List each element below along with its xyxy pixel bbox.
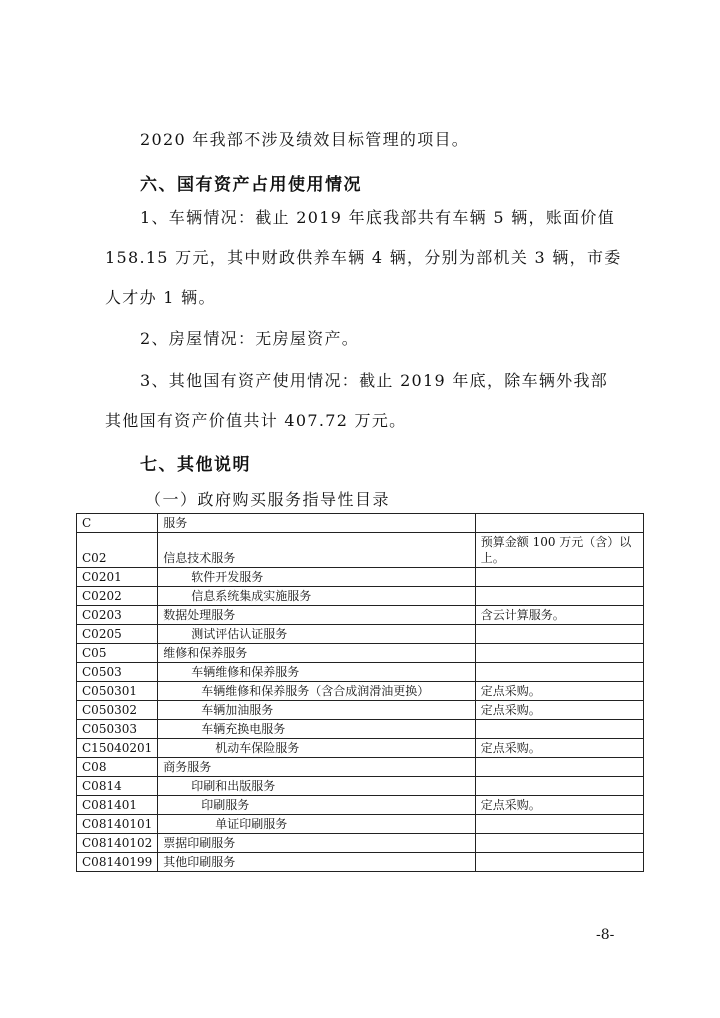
table-row: [77, 663, 644, 682]
table-row: [77, 625, 644, 644]
catalog-note-cell: [475, 834, 643, 853]
catalog-note-cell: [475, 625, 643, 644]
catalog-note-cell: [475, 853, 643, 872]
paragraph-other-assets-line1: 3、其他国有资产使用情况：截止 2019 年底，除车辆外我部: [140, 371, 609, 390]
catalog-name-cell: 机动车保险服务: [158, 739, 475, 758]
catalog-note-cell: 定点采购。: [475, 682, 643, 701]
catalog-code-cell: C05: [77, 644, 158, 663]
catalog-code-cell: C050303: [77, 720, 158, 739]
page-number: -8-: [596, 927, 615, 943]
catalog-note-cell: [475, 568, 643, 587]
catalog-code-cell: C08: [77, 758, 158, 777]
catalog-note-cell: [475, 777, 643, 796]
catalog-code-cell: C050302: [77, 701, 158, 720]
catalog-subheading: （一）政府购买服务指导性目录: [145, 490, 391, 509]
paragraph-housing: 2、房屋情况：无房屋资产。: [140, 329, 360, 348]
catalog-note-cell: [475, 758, 643, 777]
catalog-note-cell: [475, 514, 643, 533]
catalog-note-cell: 定点采购。: [475, 796, 643, 815]
service-catalog-body: [77, 514, 644, 872]
table-row: [77, 682, 644, 701]
table-row: [77, 777, 644, 796]
catalog-note-cell: [475, 644, 643, 663]
table-row: [77, 606, 644, 625]
catalog-name-cell: 印刷和出版服务: [158, 777, 475, 796]
paragraph-vehicles-line2: 158.15 万元，其中财政供养车辆 4 辆，分别为部机关 3 辆，市委: [105, 248, 622, 267]
catalog-code-cell: C050301: [77, 682, 158, 701]
catalog-code-cell: C0205: [77, 625, 158, 644]
catalog-name-cell: 服务: [158, 514, 475, 533]
catalog-code-cell: C08140199: [77, 853, 158, 872]
table-row: [77, 644, 644, 663]
table-row: [77, 568, 644, 587]
paragraph-performance: 2020 年我部不涉及绩效目标管理的项目。: [140, 130, 470, 149]
table-row: [77, 853, 644, 872]
table-row: [77, 533, 644, 568]
catalog-note-cell: 预算金额 100 万元（含）以上。: [475, 533, 643, 568]
catalog-name-cell: 车辆充换电服务: [158, 720, 475, 739]
catalog-name-cell: 信息技术服务: [158, 533, 475, 568]
catalog-code-cell: C0202: [77, 587, 158, 606]
paragraph-vehicles-line1: 1、车辆情况：截止 2019 年底我部共有车辆 5 辆，账面价值: [140, 208, 616, 227]
catalog-name-cell: 印刷服务: [158, 796, 475, 815]
catalog-name-cell: 车辆加油服务: [158, 701, 475, 720]
catalog-name-cell: 维修和保养服务: [158, 644, 475, 663]
catalog-code-cell: C02: [77, 533, 158, 568]
catalog-code-cell: C0814: [77, 777, 158, 796]
catalog-name-cell: 其他印刷服务: [158, 853, 475, 872]
catalog-code-cell: C0503: [77, 663, 158, 682]
catalog-name-cell: 单证印刷服务: [158, 815, 475, 834]
catalog-code-cell: C08140101: [77, 815, 158, 834]
catalog-note-cell: [475, 815, 643, 834]
catalog-code-cell: C: [77, 514, 158, 533]
table-row: [77, 701, 644, 720]
catalog-code-cell: C0203: [77, 606, 158, 625]
paragraph-vehicles-line3: 人才办 1 辆。: [105, 288, 216, 307]
catalog-name-cell: 车辆维修和保养服务（含合成润滑油更换）: [158, 682, 475, 701]
catalog-code-cell: C15040201: [77, 739, 158, 758]
catalog-name-cell: 数据处理服务: [158, 606, 475, 625]
catalog-note-cell: [475, 587, 643, 606]
catalog-note-cell: [475, 663, 643, 682]
catalog-name-cell: 测试评估认证服务: [158, 625, 475, 644]
catalog-name-cell: 软件开发服务: [158, 568, 475, 587]
table-row: [77, 815, 644, 834]
paragraph-other-assets-line2: 其他国有资产价值共计 407.72 万元。: [105, 411, 407, 430]
catalog-name-cell: 票据印刷服务: [158, 834, 475, 853]
catalog-note-cell: 含云计算服务。: [475, 606, 643, 625]
table-row: [77, 796, 644, 815]
catalog-code-cell: C081401: [77, 796, 158, 815]
service-catalog-table: [76, 513, 644, 872]
section-heading-other: 七、其他说明: [140, 455, 251, 475]
catalog-code-cell: C08140102: [77, 834, 158, 853]
catalog-note-cell: [475, 720, 643, 739]
table-row: [77, 834, 644, 853]
catalog-name-cell: 车辆维修和保养服务: [158, 663, 475, 682]
table-row: [77, 739, 644, 758]
section-heading-assets: 六、国有资产占用使用情况: [140, 175, 362, 195]
catalog-note-cell: 定点采购。: [475, 701, 643, 720]
catalog-name-cell: 信息系统集成实施服务: [158, 587, 475, 606]
table-row: [77, 587, 644, 606]
catalog-name-cell: 商务服务: [158, 758, 475, 777]
table-row: [77, 758, 644, 777]
catalog-code-cell: C0201: [77, 568, 158, 587]
table-row: [77, 720, 644, 739]
table-row: [77, 514, 644, 533]
catalog-note-cell: 定点采购。: [475, 739, 643, 758]
